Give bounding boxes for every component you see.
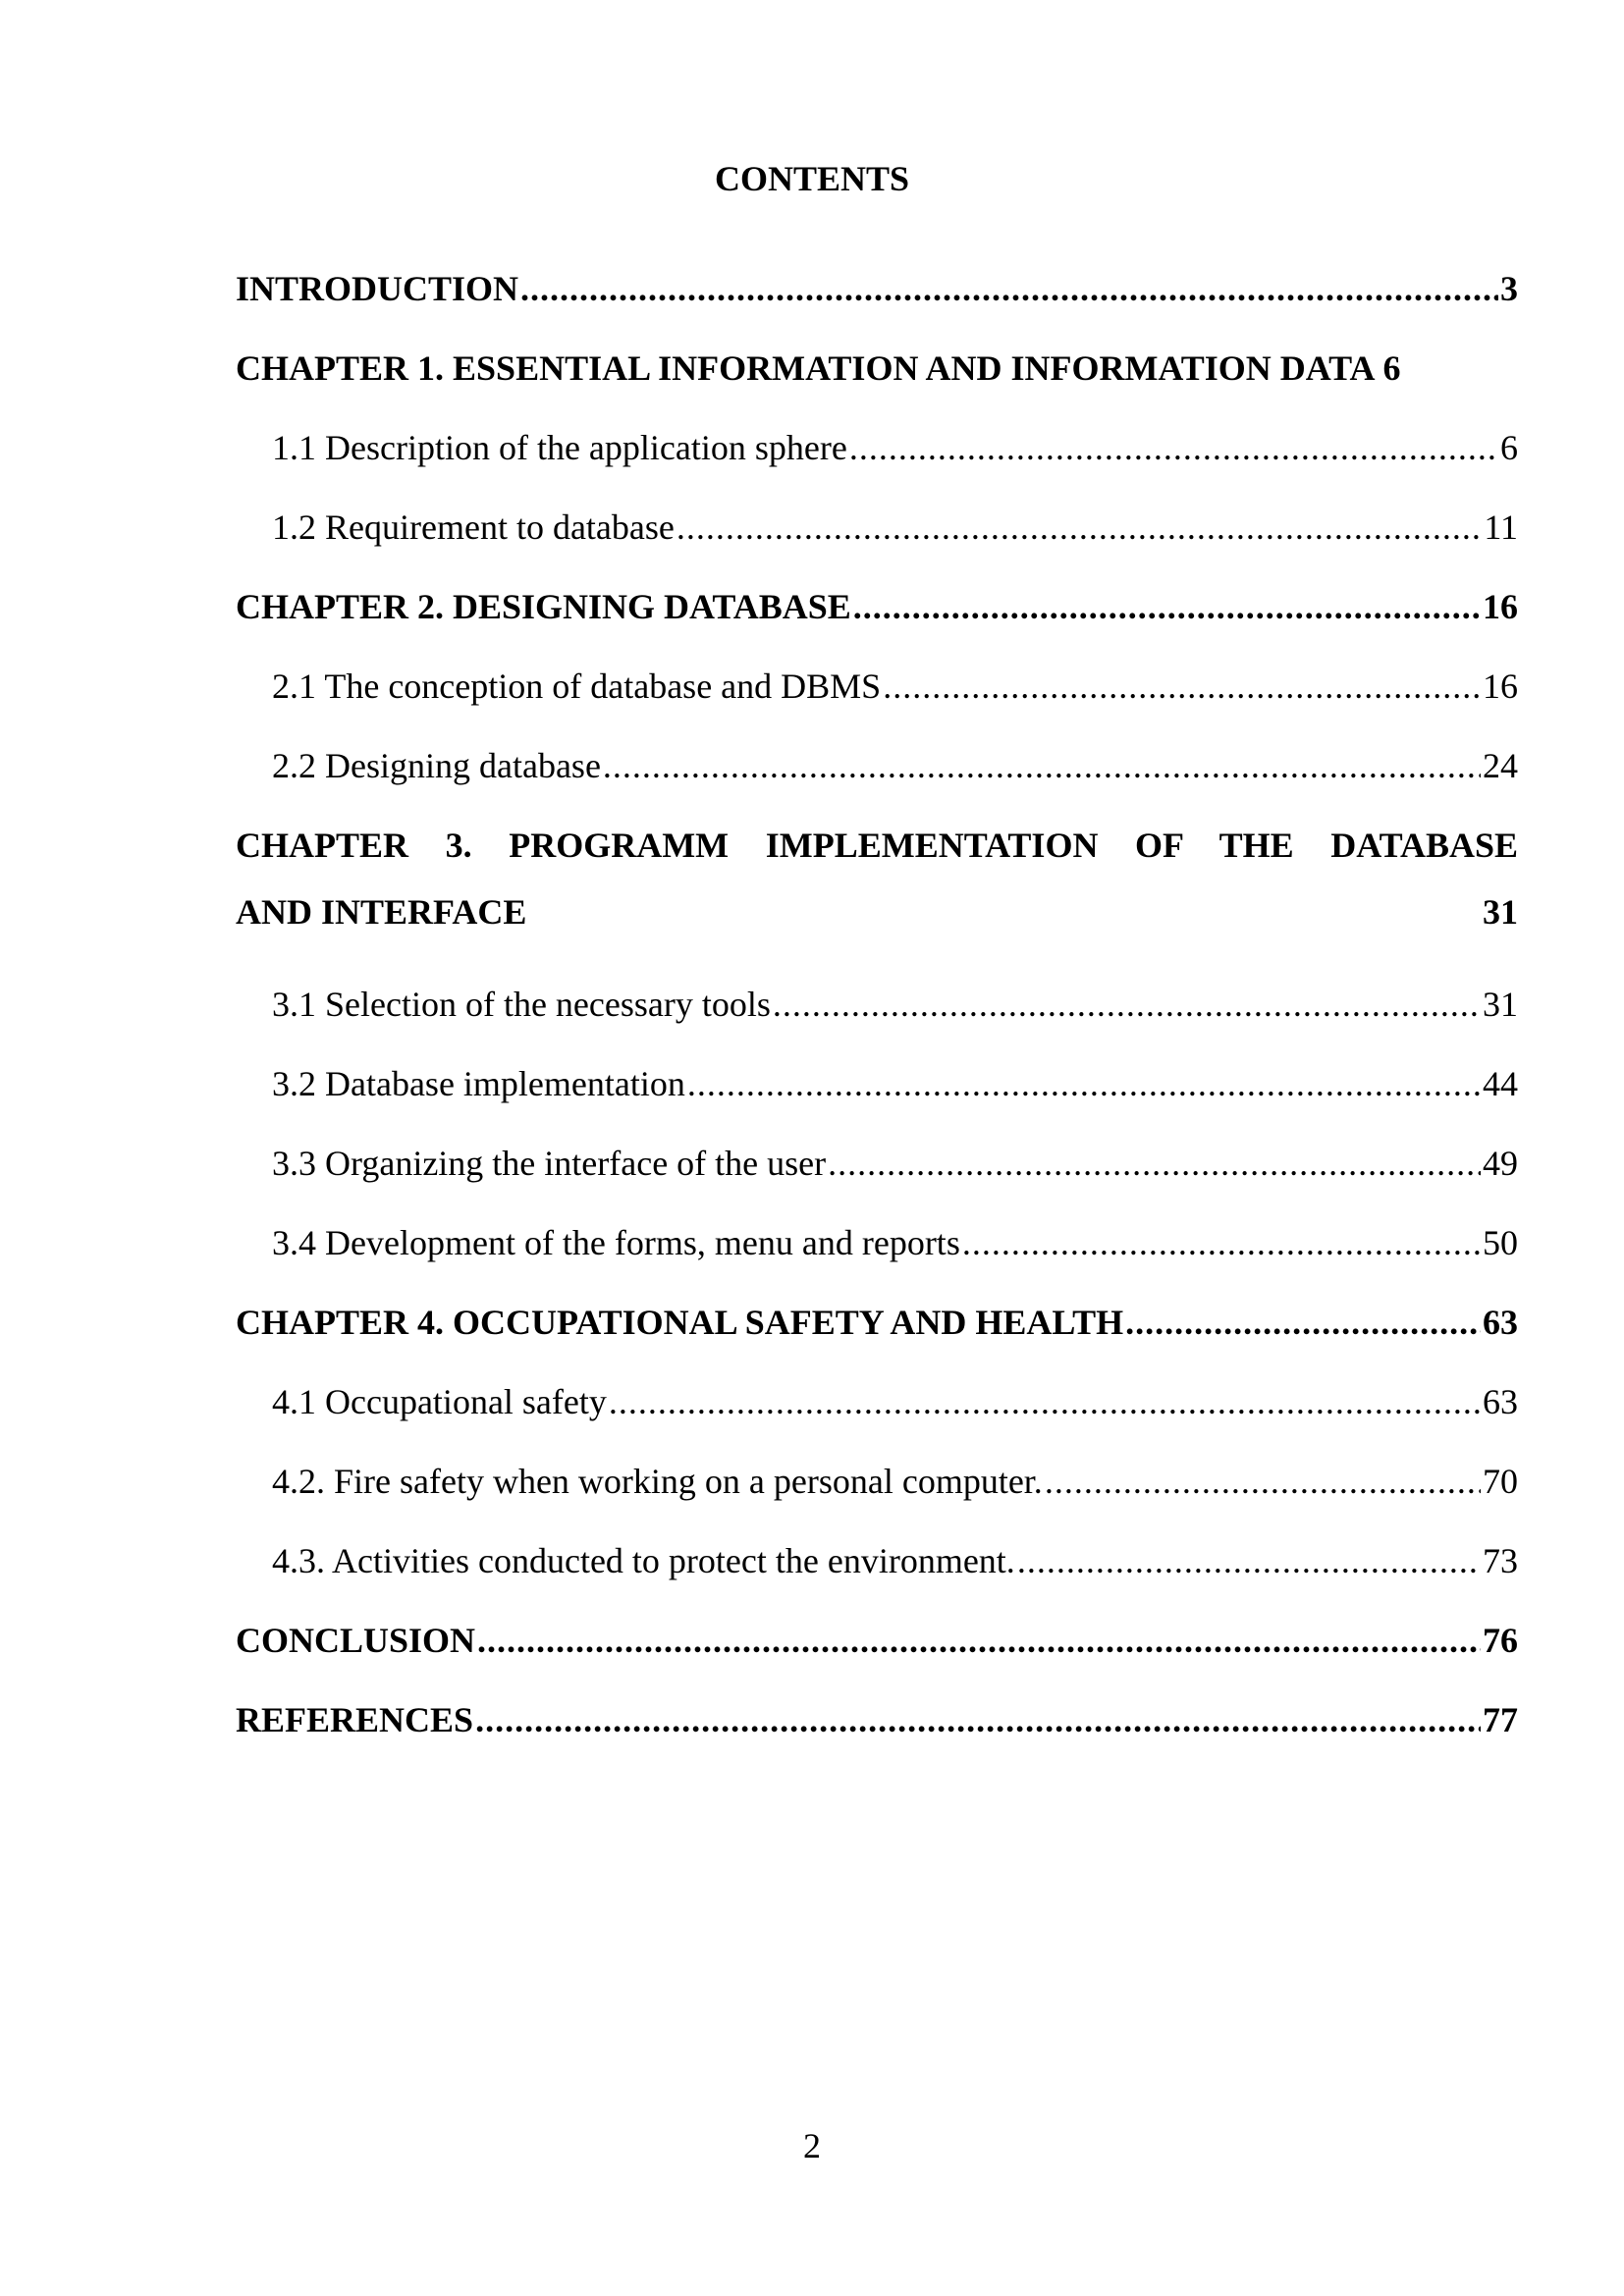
toc-entry-page: 3 [1500,269,1518,308]
toc-entry-references [236,1696,1518,1776]
toc-entry-page: 70 [1483,1462,1518,1501]
toc-entry-line-2 [236,888,1518,935]
dot-leader [962,1219,1481,1266]
toc-entry-section-3-2 [236,1060,1518,1140]
dot-leader [1017,1537,1481,1584]
toc-entry-section-4-2 [236,1458,1518,1537]
toc-entry-section-4-3 [236,1537,1518,1617]
dot-leader [828,1140,1481,1187]
toc-entry-label: CONCLUSION [236,1621,476,1660]
toc-entry-label: CHAPTER 2. DESIGNING DATABASE [236,587,851,626]
toc-entry-page: 49 [1483,1144,1518,1183]
dot-leader [853,583,1481,630]
toc-entry-label: INTRODUCTION [236,269,519,308]
dot-leader [1125,1299,1481,1346]
toc-entry-label-line-1: CHAPTER 3. PROGRAMM IMPLEMENTATION OF THE DATABASE [236,826,1518,865]
toc-entry-page: 16 [1483,587,1518,626]
dot-leader [773,981,1481,1028]
toc-entry-section-3-3 [236,1140,1518,1219]
toc-entry-page: 6 [1382,348,1401,388]
toc-entry-label: 1.2 Requirement to database [272,507,675,547]
toc-entry-label: 3.1 Selection of the necessary tools [272,985,771,1024]
dot-leader [687,1060,1481,1107]
toc-entry-section-1-2 [236,504,1518,583]
toc-entry-page: 31 [1483,892,1518,932]
dot-leader [1045,1458,1481,1505]
page-title: CONTENTS [714,159,910,198]
toc-entry-section-2-1 [236,663,1518,742]
toc-entry-label: 2.2 Designing database [272,746,601,785]
dot-leader [477,1617,1481,1664]
toc-entry-section-3-1 [236,981,1518,1060]
table-of-contents [236,265,1518,1776]
toc-entry-label: 3.4 Development of the forms, menu and reports [272,1223,960,1262]
toc-entry-label: 3.2 Database implementation [272,1064,685,1103]
toc-entry-page: 63 [1483,1382,1518,1421]
toc-entry-page: 24 [1483,746,1518,785]
dot-leader [849,424,1498,471]
toc-entry-introduction [236,265,1518,345]
dot-leader [520,265,1498,312]
dot-leader [883,663,1481,710]
toc-entry-chapter-2 [236,583,1518,663]
toc-entry-label-line-2: AND INTERFACE [236,892,527,932]
toc-entry-label: 4.2. Fire safety when working on a personal computer. [272,1462,1043,1501]
toc-entry-page: 31 [1483,985,1518,1024]
toc-entry-page: 6 [1500,428,1518,467]
toc-entry-label: 4.1 Occupational safety [272,1382,607,1421]
toc-entry-section-3-4 [236,1219,1518,1299]
toc-entry-page: 76 [1483,1621,1518,1660]
toc-entry-page: 11 [1484,507,1518,547]
dot-leader [603,742,1481,789]
toc-entry-section-4-1 [236,1378,1518,1458]
toc-entry-page: 50 [1483,1223,1518,1262]
dot-leader [609,1378,1481,1425]
toc-entry-page: 73 [1483,1541,1518,1580]
dot-leader [475,1696,1481,1743]
toc-entry-section-2-2 [236,742,1518,822]
toc-entry-chapter-1 [236,345,1518,424]
page-number: 2 [803,2126,821,2165]
toc-entry-conclusion [236,1617,1518,1696]
toc-entry-label: 1.1 Description of the application sphere [272,428,847,467]
toc-entry-page: 63 [1483,1303,1518,1342]
toc-entry-label: REFERENCES [236,1700,474,1739]
toc-entry-label: 3.3 Organizing the interface of the user [272,1144,827,1183]
toc-entry-section-1-1 [236,424,1518,504]
toc-entry-label: CHAPTER 4. OCCUPATIONAL SAFETY AND HEALTH [236,1303,1124,1342]
toc-entry-chapter-3 [236,822,1518,981]
toc-entry-page: 16 [1483,667,1518,706]
toc-entry-label: 4.3. Activities conducted to protect the environment. [272,1541,1015,1580]
toc-entry-chapter-4 [236,1299,1518,1378]
toc-entry-page: 44 [1483,1064,1518,1103]
toc-entry-page: 77 [1483,1700,1518,1739]
toc-entry-label: CHAPTER 1. ESSENTIAL INFORMATION AND INFORMATION DATA [236,348,1376,388]
toc-entry-label: 2.1 The conception of database and DBMS [272,667,882,706]
dot-leader [677,504,1482,551]
